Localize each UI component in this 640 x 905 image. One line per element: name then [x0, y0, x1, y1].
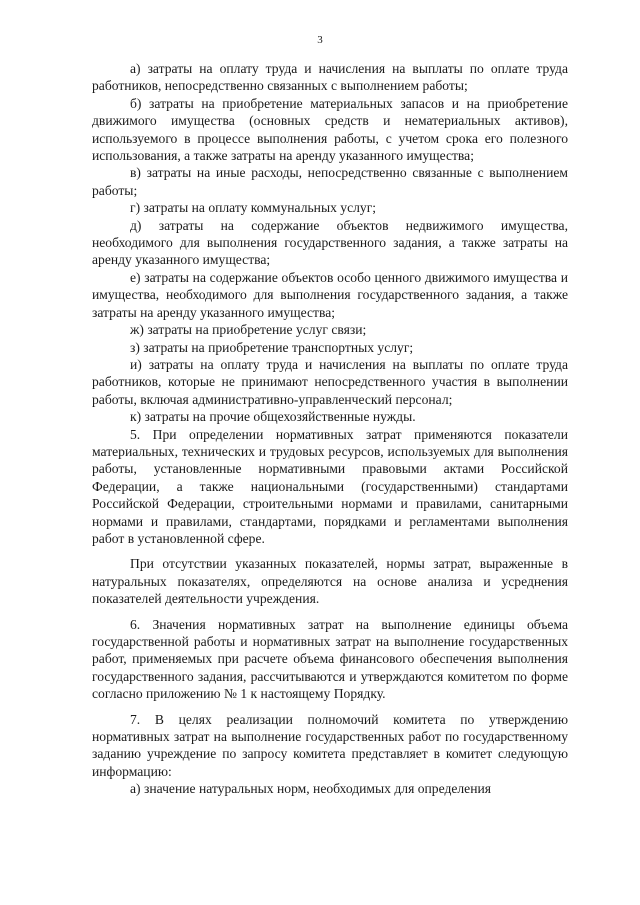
paragraph-item-g-utilities: г) затраты на оплату коммунальных услуг;	[130, 200, 377, 216]
paragraph-item-k-general-needs: к) затраты на прочие общехозяйственные нужды.	[130, 409, 416, 425]
paragraph-item-b-materials: б) затраты на приобретение материальных запасов и на приобретение движимого имущества (основных средств и нематериальных активов), используемого в процессе выполнения работы, с учетом срока его полезного использования, а также затраты на аренду указанного имущества;	[92, 95, 568, 164]
paragraph-section-5: 5. При определении нормативных затрат применяются показатели материальных, технических и трудовых ресурсов, используемых для выполнения работы, установленные нормативными правовыми актами Российской Федерации, а также национальными (государственными) стандартами Российской Федерации, строительными нормами и правилами, санитарными нормами и правилами, стандартами, порядками и регламентами выполнения работ в установленной сфере.	[92, 426, 568, 546]
paragraph-item-d-real-estate: д) затраты на содержание объектов недвижимого имущества, необходимого для выполнения государственного задания, а также затраты на аренду указанного имущества;	[92, 217, 568, 268]
paragraph-item-e-movable-property: е) затраты на содержание объектов особо ценного движимого имущества и имущества, необходимого для выполнения государственного задания, а также затраты на аренду указанного имущества;	[92, 269, 568, 320]
paragraph-section-5-absence: При отсутствии указанных показателей, нормы затрат, выраженные в натуральных показателях, определяются на основе анализа и усреднения показателей деятельности учреждения.	[92, 556, 568, 607]
paragraph-section-7-item-a: а) значение натуральных норм, необходимых для определения	[130, 781, 492, 797]
paragraph-item-i-admin-staff: и) затраты на оплату труда и начисления на выплаты по оплате труда работников, которые не принимают непосредственного участия в выполнении работы, включая административно-управленческий персонал;	[92, 356, 568, 407]
paragraph-section-7: 7. В целях реализации полномочий комитета по утверждению нормативных затрат на выполнение государственных работ по государственному заданию учреждение по запросу комитета представляет в комитет следующую информацию:	[92, 711, 568, 779]
page-number: 3	[317, 34, 323, 46]
document-body	[92, 60, 568, 798]
paragraph-section-6: 6. Значения нормативных затрат на выполнение единицы объема государственной работы и нормативных затрат на выполнение государственных работ, применяемых при расчете объема финансового обеспечения выполнения государственного задания, рассчитываются и утверждаются комитетом по форме согласно приложению № 1 к настоящему Порядку.	[92, 616, 568, 702]
paragraph-item-a-labor-costs: а) затраты на оплату труда и начисления на выплаты по оплате труда работников, непосредственно связанных с выполнением работы;	[92, 61, 568, 94]
paragraph-item-zh-communications: ж) затраты на приобретение услуг связи;	[130, 322, 367, 338]
paragraph-item-z-transport: з) затраты на приобретение транспортных услуг;	[130, 339, 414, 355]
paragraph-item-v-other-costs: в) затраты на иные расходы, непосредственно связанные с выполнением работы;	[92, 165, 568, 198]
